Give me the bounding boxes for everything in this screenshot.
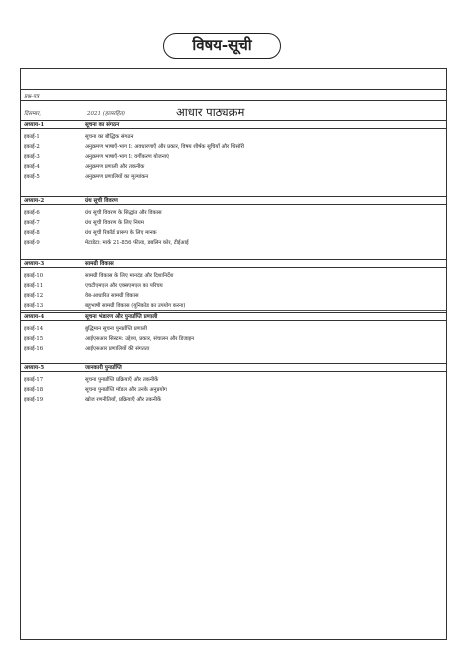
unit-number: इकाई-19 bbox=[24, 397, 44, 403]
unit-title: ग्रंथ सूची रिकॉर्ड प्रारूप के लिए मानक bbox=[85, 230, 157, 236]
section-header bbox=[21, 259, 446, 268]
section-number: अध्याय-5 bbox=[24, 365, 45, 371]
unit-title: बहुभाषी सामग्री विकास (यूनिकोड का उपयोग करना) bbox=[85, 303, 186, 309]
unit-number: इकाई-4 bbox=[24, 164, 40, 170]
section-title: ग्रंथ सूची विवरण bbox=[85, 198, 118, 204]
divider bbox=[21, 100, 446, 101]
unit-row bbox=[21, 163, 446, 171]
unit-row bbox=[21, 325, 446, 333]
unit-number: इकाई-14 bbox=[24, 326, 44, 332]
unit-title: ग्रंथ सूची विवरण के सिद्धांत और विकास bbox=[85, 210, 162, 216]
unit-row bbox=[21, 143, 446, 151]
unit-number: इकाई-10 bbox=[24, 273, 44, 279]
paper-label: प्रश्न-पत्र bbox=[24, 94, 40, 100]
unit-title: सामग्री विकास के लिए मानदंड और दिशानिर्देश bbox=[85, 273, 174, 279]
section-title: जानकारी पुनर्प्राप्ति bbox=[85, 365, 122, 371]
section-header bbox=[21, 363, 446, 372]
unit-title: खोज रणनीतियाँ, प्रक्रियाएँ और तकनीकें bbox=[85, 397, 162, 403]
unit-row bbox=[21, 335, 446, 343]
unit-number: इकाई-5 bbox=[24, 174, 40, 180]
section-number: अध्याय-1 bbox=[24, 122, 45, 128]
exam-label: दिसम्बर, bbox=[24, 111, 41, 117]
unit-number: इकाई-3 bbox=[24, 154, 40, 160]
unit-title: मेटाडेटा: मार्क 21-856 फील्ड, डबलिन कोर, टीईआई bbox=[85, 240, 189, 246]
unit-row bbox=[21, 292, 446, 300]
unit-title: वेब-आधारित सामग्री विकास bbox=[85, 293, 139, 299]
unit-number: इकाई-18 bbox=[24, 387, 44, 393]
unit-number: इकाई-13 bbox=[24, 303, 44, 309]
unit-title: सूचना पुनर्प्राप्ति मॉडल और उनके अनुप्रयोग bbox=[85, 387, 167, 393]
unit-title: अनुक्रमण भाषाएँ-भाग I: अवधारणाएँ और प्रकार, विषय शीर्षक सूचियाँ और थिसॉरी bbox=[85, 144, 245, 150]
unit-title: अनुक्रमण प्रणाली और तकनीक bbox=[85, 164, 145, 170]
unit-number: इकाई-1 bbox=[24, 134, 40, 140]
unit-row bbox=[21, 396, 446, 404]
exam-year: 2021 (हलसहित) bbox=[87, 111, 125, 117]
unit-number: इकाई-17 bbox=[24, 377, 44, 383]
section-header bbox=[21, 312, 446, 321]
section-number: अध्याय-3 bbox=[24, 261, 45, 267]
unit-number: इकाई-11 bbox=[24, 283, 44, 289]
unit-title: आईएसआर सिस्टम: उद्देश्य, प्रकार, संचालन और डिजाइन bbox=[85, 336, 195, 342]
unit-row bbox=[21, 133, 446, 141]
section-number: अध्याय-4 bbox=[24, 314, 45, 320]
unit-number: इकाई-2 bbox=[24, 144, 40, 150]
unit-title: आईएसआर प्रणालियों की संगतता bbox=[85, 346, 150, 352]
unit-row bbox=[21, 386, 446, 394]
unit-row bbox=[21, 272, 446, 280]
unit-number: इकाई-7 bbox=[24, 220, 40, 226]
unit-row bbox=[21, 239, 446, 247]
unit-title: अनुक्रमण प्रणालियों का मूल्यांकन bbox=[85, 174, 149, 180]
unit-row bbox=[21, 345, 446, 353]
unit-title: अनुक्रमण भाषाएँ-भाग I: वर्गीकरण योजनाएं bbox=[85, 154, 169, 160]
section-title: सूचना का संगठन bbox=[85, 122, 120, 128]
unit-number: इकाई-8 bbox=[24, 230, 40, 236]
section-title: सूचना भंडारण और पुनर्प्राप्ति प्रणाली bbox=[85, 314, 158, 320]
unit-row bbox=[21, 229, 446, 237]
section-title: सामग्री विकास bbox=[85, 261, 114, 267]
unit-number: इकाई-15 bbox=[24, 336, 44, 342]
unit-title: ग्रंथ सूची विवरण के लिए नियम bbox=[85, 220, 144, 226]
section-number: अध्याय-2 bbox=[24, 198, 45, 204]
contents-frame bbox=[20, 68, 447, 640]
unit-row bbox=[21, 153, 446, 161]
section-header bbox=[21, 120, 446, 129]
unit-number: इकाई-9 bbox=[24, 240, 40, 246]
divider bbox=[21, 89, 446, 90]
section-header bbox=[21, 196, 446, 205]
unit-row bbox=[21, 376, 446, 384]
unit-row bbox=[21, 209, 446, 217]
unit-row bbox=[21, 219, 446, 227]
unit-title: सूचना का बौद्धिक संगठन bbox=[85, 134, 134, 140]
unit-title: बुद्धिमान सूचना पुनर्प्राप्ति प्रणाली bbox=[85, 326, 147, 332]
unit-number: इकाई-16 bbox=[24, 346, 44, 352]
syllabus-heading: आधार पाठ्यक्रम bbox=[176, 105, 245, 119]
unit-title: सूचना पुनर्प्राप्ति प्रक्रियाएँ और तकनीकें bbox=[85, 377, 159, 383]
unit-number: इकाई-6 bbox=[24, 210, 40, 216]
page-title: विषय-सूची bbox=[163, 33, 281, 59]
unit-number: इकाई-12 bbox=[24, 293, 44, 299]
unit-row bbox=[21, 282, 446, 290]
unit-title: एचटीएमएल और एक्सएमएल का परिचय bbox=[85, 283, 163, 289]
unit-row bbox=[21, 173, 446, 181]
unit-row bbox=[21, 302, 446, 311]
